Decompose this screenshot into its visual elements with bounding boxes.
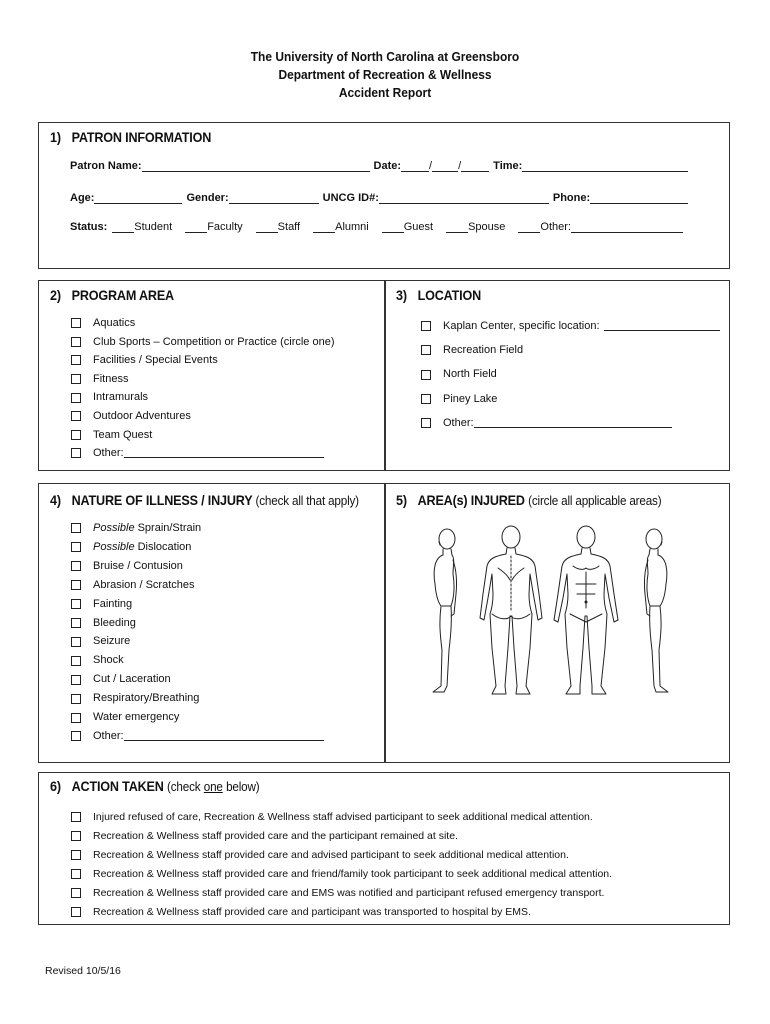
patron-name-label: Patron Name:: [70, 160, 142, 172]
phone-label: Phone:: [552, 192, 591, 204]
nature-item[interactable]: Possible Sprain/Strain: [71, 519, 324, 538]
action-list: [71, 808, 612, 921]
location-list: [421, 314, 720, 435]
status-guest-field[interactable]: [382, 221, 404, 233]
checkbox[interactable]: [71, 731, 81, 741]
nature-item[interactable]: Shock: [71, 651, 324, 670]
status-other-check-field[interactable]: [518, 221, 540, 233]
program-item[interactable]: Intramurals: [71, 388, 334, 407]
action-title: 6) ACTION TAKEN (check one below): [50, 778, 260, 794]
program-other-field[interactable]: [124, 448, 324, 458]
date-label: Date:: [373, 160, 402, 172]
status-guest: Guest: [403, 221, 434, 233]
location-other-field[interactable]: [474, 418, 672, 428]
patron-status-row: [70, 221, 683, 233]
checkbox[interactable]: [71, 656, 81, 666]
checkbox[interactable]: [71, 812, 81, 822]
status-other-field[interactable]: [571, 221, 683, 233]
program-item[interactable]: Outdoor Adventures: [71, 407, 334, 426]
checkbox[interactable]: [71, 561, 81, 571]
action-item[interactable]: Injured refused of care, Recreation & Wellness staff advised participant to seek additional medical attention.: [71, 808, 612, 827]
checkbox[interactable]: [71, 869, 81, 879]
checkbox[interactable]: [71, 355, 81, 365]
header-department: Department of Recreation & Wellness: [278, 67, 492, 82]
patron-name-field[interactable]: [142, 160, 370, 172]
action-item[interactable]: Recreation & Wellness staff provided care and friend/family took participant to seek additional medical attention.: [71, 865, 612, 884]
date-year-field[interactable]: [461, 160, 489, 172]
status-faculty: Faculty: [207, 221, 243, 233]
checkbox[interactable]: [71, 694, 81, 704]
age-field[interactable]: [94, 192, 182, 204]
nature-item[interactable]: Bleeding: [71, 614, 324, 633]
nature-item[interactable]: Respiratory/Breathing: [71, 689, 324, 708]
location-item-other[interactable]: Other:: [421, 411, 720, 435]
nature-item-other[interactable]: Other:: [71, 727, 324, 746]
nature-item[interactable]: Seizure: [71, 632, 324, 651]
patron-row-2: [70, 192, 688, 204]
nature-title: 4) NATURE OF ILLNESS / INJURY (check all that apply): [50, 492, 359, 508]
checkbox[interactable]: [71, 523, 81, 533]
body-side-left-figure[interactable]: [433, 529, 457, 692]
checkbox[interactable]: [421, 370, 431, 380]
uncg-id-label: UNCG ID#:: [322, 192, 379, 204]
nature-item[interactable]: Cut / Laceration: [71, 670, 324, 689]
body-side-right-figure[interactable]: [644, 529, 668, 692]
status-staff: Staff: [277, 221, 301, 233]
gender-label: Gender:: [186, 192, 229, 204]
revision-date: Revised 10/5/16: [45, 965, 121, 977]
checkbox[interactable]: [71, 337, 81, 347]
program-area-list: [71, 314, 334, 463]
checkbox[interactable]: [71, 448, 81, 458]
checkbox[interactable]: [421, 418, 431, 428]
form-header: [31, 48, 739, 102]
date-day-field[interactable]: [432, 160, 458, 172]
checkbox[interactable]: [71, 850, 81, 860]
nature-item[interactable]: Fainting: [71, 595, 324, 614]
phone-field[interactable]: [590, 192, 688, 204]
location-item[interactable]: North Field: [421, 362, 720, 386]
status-student-field[interactable]: [112, 221, 134, 233]
checkbox[interactable]: [71, 713, 81, 723]
location-item[interactable]: Kaplan Center, specific location:: [421, 314, 720, 338]
body-front-figure[interactable]: [554, 526, 618, 694]
checkbox[interactable]: [71, 580, 81, 590]
nature-list: [71, 519, 324, 746]
program-item[interactable]: Team Quest: [71, 426, 334, 445]
gender-field[interactable]: [229, 192, 319, 204]
status-spouse-field[interactable]: [446, 221, 468, 233]
location-title: 3) LOCATION: [396, 287, 482, 303]
status-student: Student: [134, 221, 173, 233]
program-item[interactable]: Facilities / Special Events: [71, 351, 334, 370]
program-item-other[interactable]: Other:: [71, 444, 334, 463]
checkbox[interactable]: [71, 675, 81, 685]
checkbox[interactable]: [71, 888, 81, 898]
location-item[interactable]: Recreation Field: [421, 338, 720, 362]
nature-other-field[interactable]: [124, 731, 324, 741]
checkbox[interactable]: [71, 637, 81, 647]
status-staff-field[interactable]: [256, 221, 278, 233]
age-label: Age:: [70, 192, 95, 204]
checkbox[interactable]: [71, 318, 81, 328]
checkbox[interactable]: [71, 542, 81, 552]
date-month-field[interactable]: [401, 160, 429, 172]
body-back-figure[interactable]: [480, 526, 542, 694]
action-item[interactable]: Recreation & Wellness staff provided care and advised participant to seek additional medical attention.: [71, 846, 612, 865]
status-spouse: Spouse: [468, 221, 506, 233]
checkbox[interactable]: [71, 831, 81, 841]
header-title: Accident Report: [338, 85, 432, 100]
program-item[interactable]: Fitness: [71, 370, 334, 389]
checkbox[interactable]: [71, 374, 81, 384]
nature-item[interactable]: Possible Dislocation: [71, 538, 324, 557]
nature-item[interactable]: Abrasion / Scratches: [71, 576, 324, 595]
checkbox[interactable]: [71, 599, 81, 609]
uncg-id-field[interactable]: [379, 192, 549, 204]
areas-injured-title: 5) AREA(s) INJURED (circle all applicable areas): [396, 492, 662, 508]
checkbox[interactable]: [421, 345, 431, 355]
checkbox[interactable]: [71, 907, 81, 917]
status-alumni-field[interactable]: [313, 221, 335, 233]
status-alumni: Alumni: [335, 221, 369, 233]
time-field[interactable]: [522, 160, 688, 172]
status-other: Other:: [540, 221, 571, 233]
header-university: The University of North Carolina at Greensboro: [250, 49, 520, 64]
patron-row-1: Patron Name: Date: / / Time:: [70, 160, 688, 172]
action-item[interactable]: Recreation & Wellness staff provided care and EMS was notified and participant refused emergency transport.: [71, 884, 612, 903]
action-item[interactable]: Recreation & Wellness staff provided care and participant was transported to hospital by EMS.: [71, 903, 612, 922]
location-item[interactable]: Piney Lake: [421, 387, 720, 411]
checkbox[interactable]: [71, 393, 81, 403]
program-item[interactable]: Club Sports – Competition or Practice (circle one): [71, 333, 334, 352]
checkbox[interactable]: [421, 321, 431, 331]
time-label: Time:: [493, 160, 523, 172]
body-diagram[interactable]: [420, 522, 700, 704]
patron-section-title: 1) PATRON INFORMATION: [50, 129, 212, 145]
program-item[interactable]: Aquatics: [71, 314, 334, 333]
nature-item[interactable]: Bruise / Contusion: [71, 557, 324, 576]
nature-item[interactable]: Water emergency: [71, 708, 324, 727]
kaplan-location-field[interactable]: [604, 321, 720, 331]
status-label: Status:: [70, 221, 108, 233]
checkbox[interactable]: [421, 394, 431, 404]
status-faculty-field[interactable]: [185, 221, 207, 233]
checkbox[interactable]: [71, 411, 81, 421]
checkbox[interactable]: [71, 618, 81, 628]
checkbox[interactable]: [71, 430, 81, 440]
action-item[interactable]: Recreation & Wellness staff provided care and the participant remained at site.: [71, 827, 612, 846]
program-area-title: 2) PROGRAM AREA: [50, 287, 174, 303]
